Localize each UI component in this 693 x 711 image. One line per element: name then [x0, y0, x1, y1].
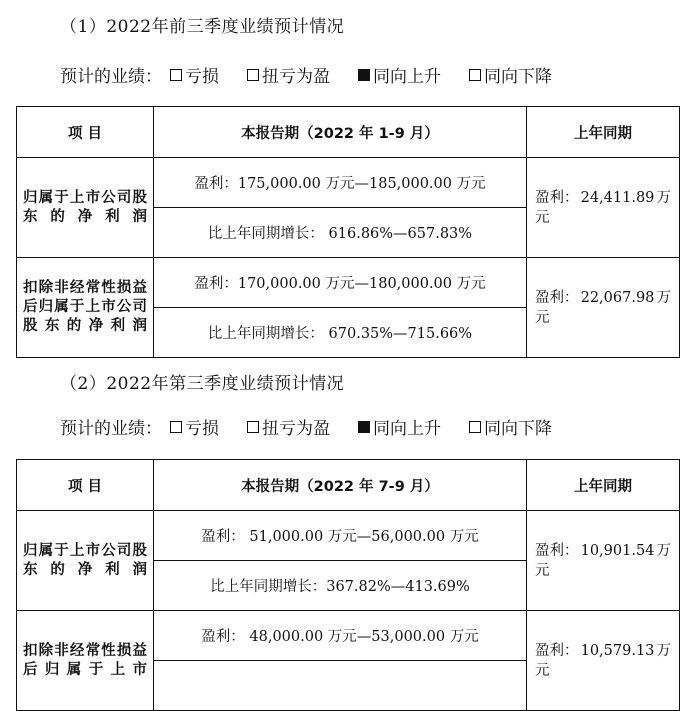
growth-range: 比上年同期增长： 670.35%—715.66%: [154, 308, 527, 358]
table-row: [17, 158, 680, 208]
section1-heading: （1）2022年前三季度业绩预计情况: [60, 17, 345, 37]
table-header-row: [17, 107, 680, 158]
option-loss[interactable]: 亏损: [170, 414, 219, 439]
table-row: [17, 611, 680, 661]
prior-period-cell: 盈利： 10,579.13 万 元: [527, 611, 680, 711]
growth-range: 比上年同期增长：367.82%—413.69%: [154, 561, 527, 611]
forecast-label: 预计的业绩：: [60, 67, 162, 87]
option-decrease[interactable]: 同向下降: [469, 62, 552, 87]
row-item: 扣除非经常性损益后归属于上市公司股东的净利润: [17, 258, 154, 358]
prior-period-cell: 盈利： 24,411.89 万 元: [527, 158, 680, 258]
prior-period-cell: 盈利： 22,067.98 万 元: [527, 258, 680, 358]
section2-table: [16, 459, 680, 711]
section1-forecast-row: [60, 62, 580, 87]
header-prior: 上年同期: [527, 107, 680, 158]
option-increase[interactable]: 同向上升: [358, 62, 441, 87]
table-row: [17, 511, 680, 561]
option-turnaround[interactable]: 扭亏为盈: [247, 414, 330, 439]
growth-range: [154, 661, 527, 711]
checkbox-checked-icon: [358, 69, 370, 81]
checkbox-icon: [247, 421, 259, 433]
header-prior: 上年同期: [527, 460, 680, 511]
checkbox-icon: [247, 69, 259, 81]
growth-range: 比上年同期增长： 616.86%—657.83%: [154, 208, 527, 258]
option-increase[interactable]: 同向上升: [358, 414, 441, 439]
checkbox-icon: [170, 421, 182, 433]
profit-range: 盈利：175,000.00 万元—185,000.00 万元: [154, 158, 527, 208]
section2-heading: （2）2022年第三季度业绩预计情况: [60, 374, 345, 394]
section1-table: [16, 106, 680, 358]
row-item: 归属于上市公司股东的净利润: [17, 158, 154, 258]
row-item: 归属于上市公司股东的净利润: [17, 511, 154, 611]
checkbox-checked-icon: [358, 421, 370, 433]
row-item: 扣除非经常性损益后归属于上市: [17, 611, 154, 711]
option-turnaround[interactable]: 扭亏为盈: [247, 62, 330, 87]
forecast-label: 预计的业绩：: [60, 419, 162, 439]
checkbox-icon: [469, 421, 481, 433]
option-decrease[interactable]: 同向下降: [469, 414, 552, 439]
option-loss[interactable]: 亏损: [170, 62, 219, 87]
profit-range: 盈利： 51,000.00 万元—56,000.00 万元: [154, 511, 527, 561]
prior-period-cell: 盈利： 10,901.54 万 元: [527, 511, 680, 611]
profit-range: 盈利： 48,000.00 万元—53,000.00 万元: [154, 611, 527, 661]
checkbox-icon: [469, 69, 481, 81]
checkbox-icon: [170, 69, 182, 81]
profit-range: 盈利：170,000.00 万元—180,000.00 万元: [154, 258, 527, 308]
table-header-row: [17, 460, 680, 511]
header-period: 本报告期（2022 年 7-9 月）: [154, 460, 527, 511]
header-item: 项 目: [17, 107, 154, 158]
header-item: 项 目: [17, 460, 154, 511]
section2-forecast-row: [60, 414, 580, 439]
table-row: [17, 258, 680, 308]
header-period: 本报告期（2022 年 1-9 月）: [154, 107, 527, 158]
